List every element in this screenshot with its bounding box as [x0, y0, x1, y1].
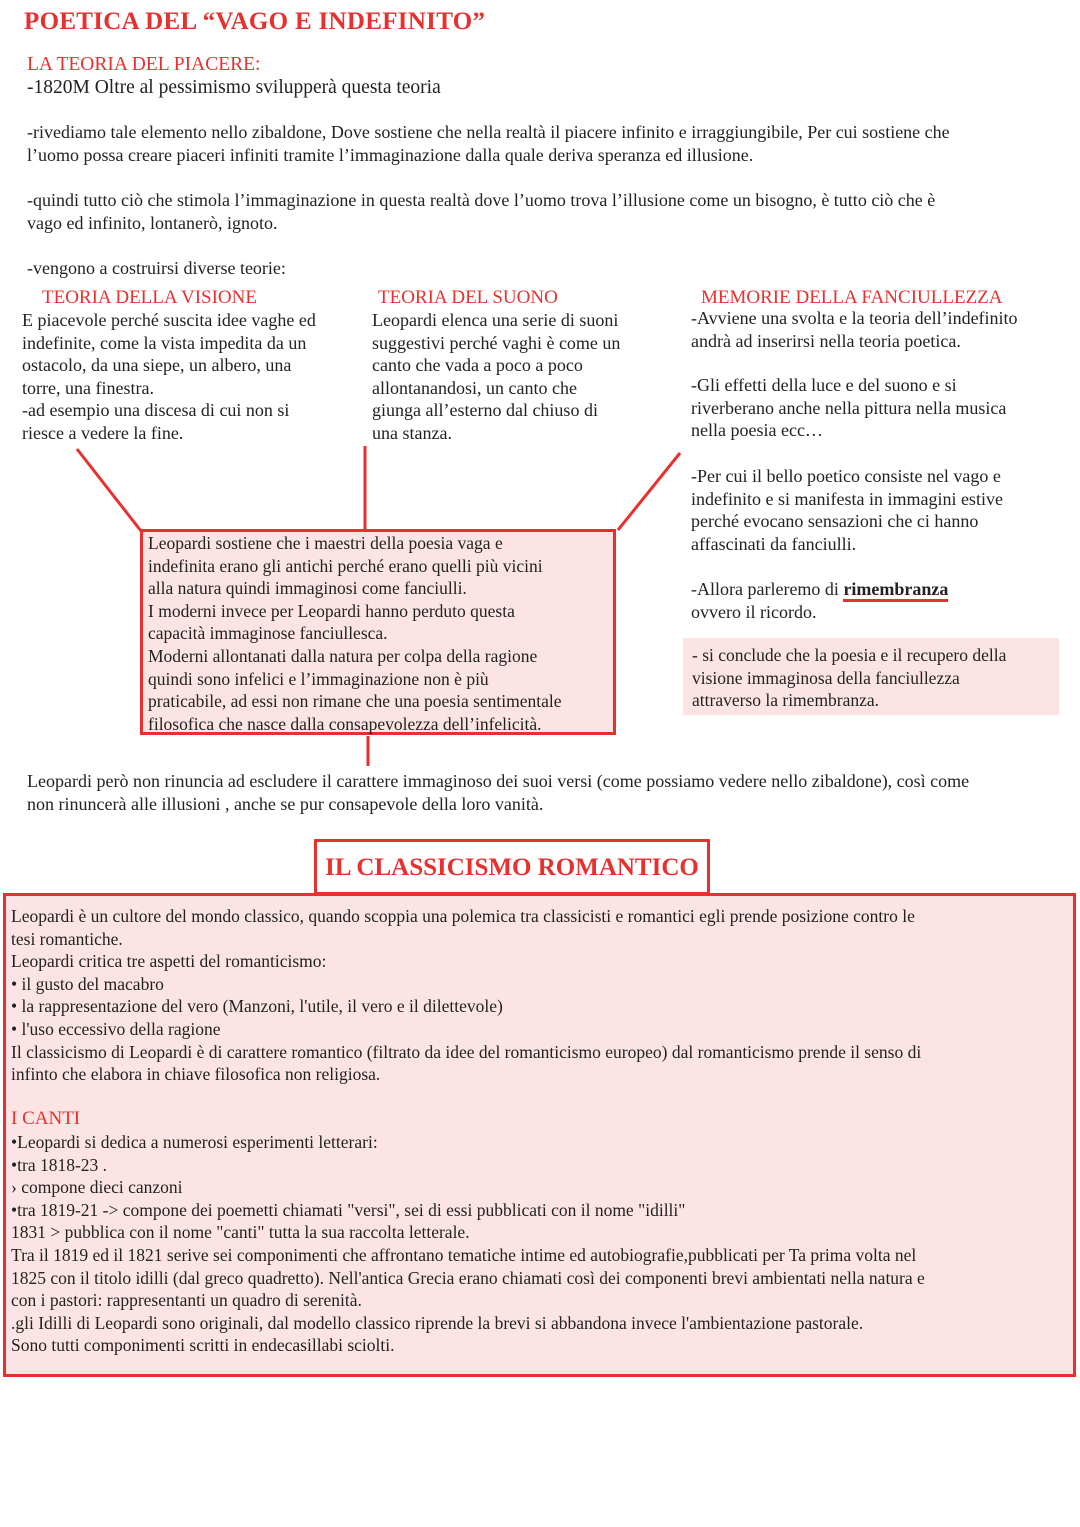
- text-line: -Per cui il bello poetico consiste nel vago e: [691, 466, 1001, 486]
- paragraph-line: vago ed infinito, lontanerò, ignoto.: [27, 213, 278, 233]
- text-line: Leopardi però non rinuncia ad escludere il carattere immaginoso dei suoi versi (come possiamo vedere nello zibaldone), così come: [27, 771, 970, 791]
- text-line: •tra 1819-21 -> compone dei poemetti chiamati "versi", sei di essi pubblicati con il nome "idilli": [11, 1199, 686, 1220]
- text-span: -Allora parleremo di: [691, 579, 844, 599]
- text-line: attraverso la rimembranza.: [692, 690, 880, 711]
- text-line: 1831 > pubblica con il nome "canti" tutta la sua raccolta letterale.: [11, 1222, 470, 1243]
- after-box-paragraph: [27, 770, 969, 815]
- text-line: infinto che elabora in chiave filosofica non religiosa.: [11, 1064, 381, 1085]
- text-line: torre, una finestra.: [22, 377, 154, 398]
- text-line: suggestivi perché vaghi è come un: [372, 332, 621, 353]
- text-line: Tra il 1819 ed il 1821 serive sei componimenti che affrontano tematiche intime ed autobiografie,pubblicati per Ta prima volta nel: [11, 1244, 917, 1265]
- column-heading-visione: TEORIA DELLA VISIONE: [42, 287, 257, 308]
- text-line: 1825 con il titolo idilli (dal greco quadretto). Nell'antica Grecia erano chiamati così dei componenti brevi ambientati nella natura e: [11, 1267, 925, 1288]
- connector-line-left: [77, 449, 141, 531]
- text-line: indefinita erano gli antichi perché erano quelli più vicini: [148, 555, 543, 576]
- text-line: Leopardi elenca una serie di suoni: [372, 310, 619, 330]
- text-line: non rinuncerà alle illusioni , anche se pur consapevole della loro vanità.: [27, 793, 544, 814]
- column-heading-memorie: MEMORIE DELLA FANCIULLEZZA: [701, 287, 1003, 308]
- text-line: alla natura quindi immaginosi come fanciulli.: [148, 578, 467, 599]
- text-line: indefinito e si manifesta in immagini estive: [691, 488, 1003, 509]
- rimembranza-highlight: rimembranza: [843, 579, 948, 602]
- text-line: andrà ad inserirsi nella teoria poetica.: [691, 330, 961, 351]
- text-line: canto che vada a poco a poco: [372, 355, 583, 376]
- text-line: filosofica che nasce dalla consapevolezza dell’infelicità.: [148, 713, 542, 734]
- text-line: ovvero il ricordo.: [691, 601, 817, 622]
- intro-line: -1820M Oltre al pessimismo svilupperà questa teoria: [27, 77, 441, 98]
- text-line: giunga all’esterno dal chiuso di: [372, 400, 598, 421]
- text-line: .gli Idilli di Leopardi sono originali, dal modello classico riprende la brevi si abbandona invece l'ambientazione pastorale.: [11, 1312, 864, 1333]
- text-line: quindi sono infelici e l’immaginazione non è più: [148, 668, 489, 689]
- text-line: Leopardi è un cultore del mondo classico, quando scoppia una polemica tra classicisti e romantici egli prende posizione contro le: [11, 906, 915, 926]
- text-line: -Avviene una svolta e la teoria dell’indefinito: [691, 308, 1018, 328]
- text-line: Leopardi critica tre aspetti del romanticismo:: [11, 951, 327, 972]
- page-title: POETICA DEL “VAGO E INDEFINITO”: [24, 8, 486, 35]
- text-line: praticabile, ad essi non rimane che una poesia sentimentale: [148, 691, 562, 712]
- section-heading-canti: I CANTI: [11, 1108, 81, 1130]
- text-line: Moderni allontanati dalla natura per colpa della ragione: [148, 645, 538, 666]
- center-summary-box: [140, 529, 616, 735]
- bullet-item: • il gusto del macabro: [11, 973, 164, 994]
- text-line: con i pastori: rappresentanti un quadro di serenità.: [11, 1290, 362, 1311]
- text-line: indefinite, come la vista impedita da un: [22, 332, 307, 353]
- section-title-classicismo: IL CLASSICISMO ROMANTICO: [314, 839, 710, 895]
- bullet-item: • l'uso eccessivo della ragione: [11, 1018, 221, 1039]
- paragraph-line: -vengono a costruirsi diverse teorie:: [27, 258, 286, 278]
- section-heading-teoria-piacere: LA TEORIA DEL PIACERE:: [27, 54, 261, 75]
- text-line: capacità immaginose fanciullesca.: [148, 623, 388, 644]
- text-line: affascinati da fanciulli.: [691, 533, 857, 554]
- text-line: -Gli effetti della luce e del suono e si: [691, 375, 957, 395]
- text-line: › compone dieci canzoni: [11, 1177, 183, 1198]
- text-line: perché evocano sensazioni che ci hanno: [691, 511, 979, 532]
- text-line: allontanandosi, un canto che: [372, 377, 577, 398]
- text-line: Il classicismo di Leopardi è di carattere romantico (filtrato da idee del romanticismo europeo) dal romanticismo prende il senso di: [11, 1041, 922, 1062]
- text-line: riverberano anche nella pittura nella musica: [691, 397, 1007, 418]
- text-line: Leopardi sostiene che i maestri della poesia vaga e: [148, 533, 503, 553]
- classicismo-box: [3, 893, 1076, 1377]
- bullet-item: • la rappresentazione del vero (Manzoni, l'utile, il vero e il dilettevole): [11, 996, 503, 1017]
- text-line: Sono tutti componimenti scritti in endecasillabi sciolti.: [11, 1335, 395, 1356]
- text-line: una stanza.: [372, 422, 452, 443]
- text-line: •Leopardi si dedica a numerosi esperimenti letterari:: [11, 1131, 378, 1152]
- column-heading-suono: TEORIA DEL SUONO: [378, 287, 558, 308]
- text-line: •tra 1818-23 .: [11, 1154, 108, 1175]
- paragraph-line: l’uomo possa creare piaceri infiniti tramite l’immaginazione dalla quale deriva speranza ed illusione.: [27, 145, 754, 165]
- text-line: ostacolo, da una siepe, un albero, una: [22, 355, 292, 376]
- text-line: I moderni invece per Leopardi hanno perduto questa: [148, 600, 515, 621]
- text-line: E piacevole perché suscita idee vaghe ed: [22, 310, 316, 330]
- connector-line-right: [618, 453, 680, 530]
- text-line: - si conclude che la poesia e il recupero della: [692, 645, 1007, 665]
- text-line: visione immaginosa della fanciullezza: [692, 667, 960, 688]
- text-line: nella poesia ecc…: [691, 420, 823, 441]
- text-line: -ad esempio una discesa di cui non si: [22, 400, 290, 421]
- paragraph-line: -rivediamo tale elemento nello zibaldone, Dove sostiene che nella realtà il piacere infinito e irraggiungibile, Per cui sostiene che: [27, 122, 950, 142]
- paragraph-line: -quindi tutto ciò che stimola l’immaginazione in questa realtà dove l’uomo trova l’illusione come un bisogno, è tutto ciò che è: [27, 190, 936, 210]
- text-line: riesce a vedere la fine.: [22, 422, 184, 443]
- text-line: tesi romantiche.: [11, 928, 123, 949]
